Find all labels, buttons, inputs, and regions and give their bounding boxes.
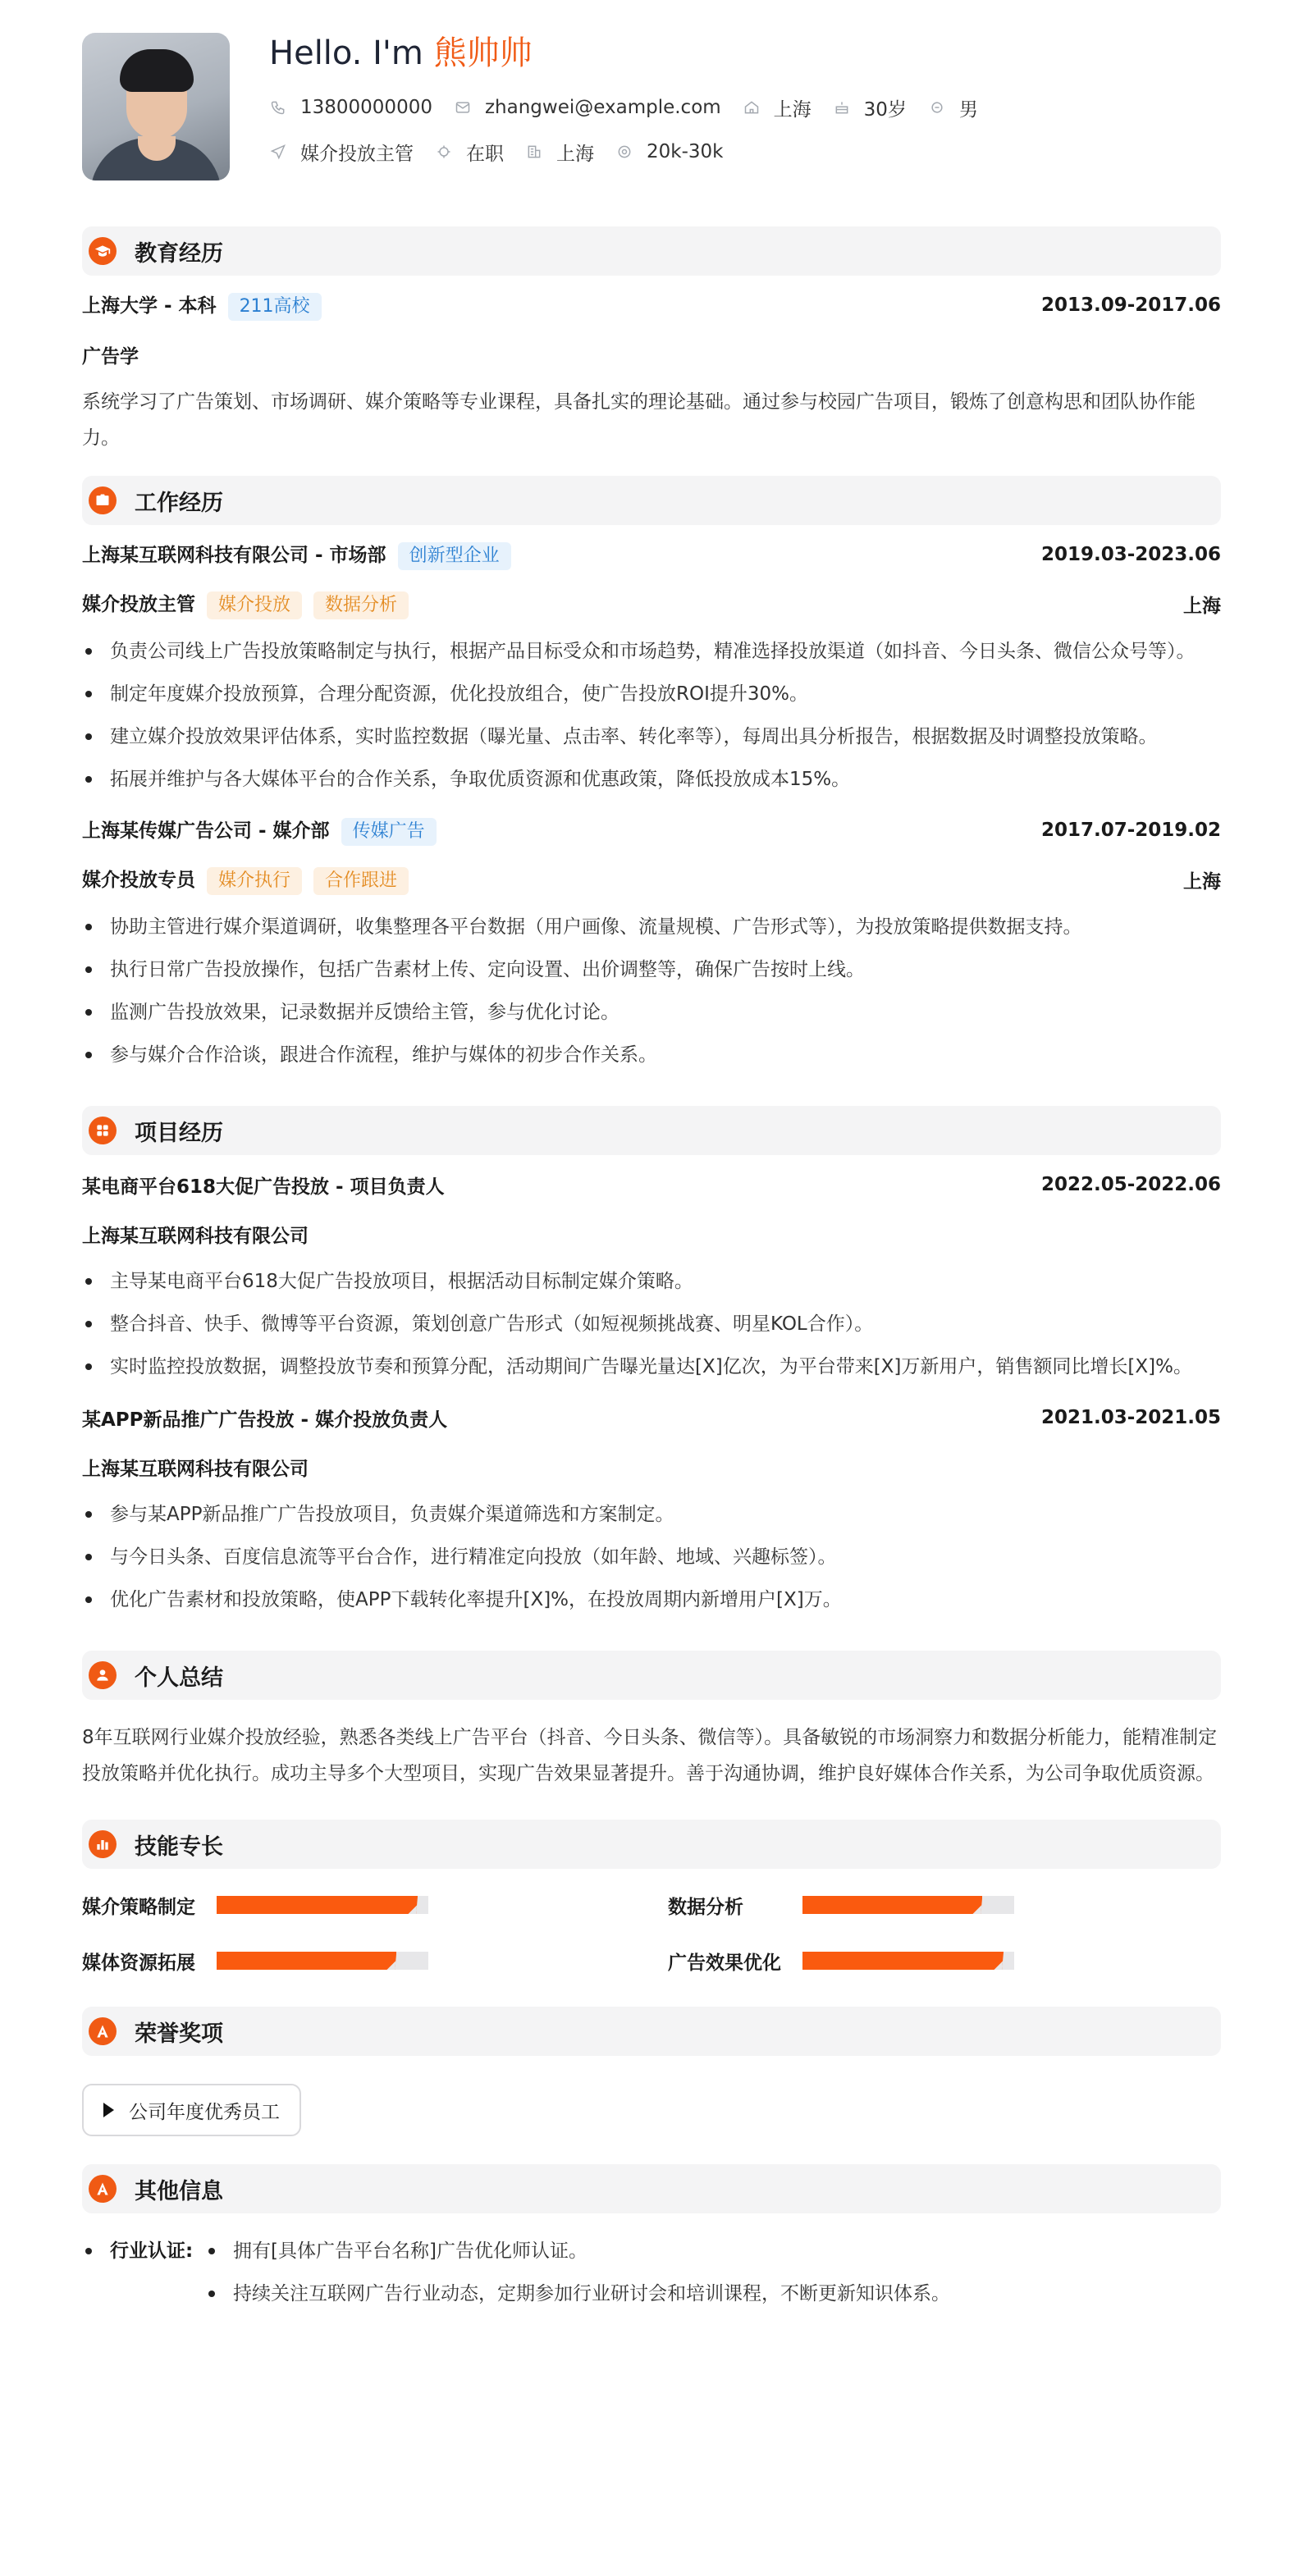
project-date: 2022.05-2022.06: [1040, 1174, 1221, 1195]
work-entry-1: [82, 530, 1221, 797]
status-icon: [435, 143, 453, 161]
location: 上海: [773, 98, 812, 121]
work-date: 2017.07-2019.02: [1040, 820, 1221, 841]
home-icon: [743, 98, 761, 116]
skill-bar-fill: [802, 1952, 1004, 1970]
project-date: 2021.03-2021.05: [1040, 1407, 1221, 1428]
other-items: [205, 2230, 950, 2315]
gender-icon: [928, 98, 946, 116]
work-duties: [82, 633, 1221, 797]
list-item: 监测广告投放效果，记录数据并反馈给主管，参与优化讨论。: [82, 994, 1221, 1030]
project-items: [82, 1263, 1221, 1385]
greeting-text: Hello. I'm: [269, 34, 434, 72]
project-title: 某电商平台618大促广告投放 - 项目负责人: [82, 1176, 445, 1198]
cake-icon: [833, 98, 851, 116]
company-name: 上海某互联网科技有限公司 - 市场部: [82, 544, 386, 566]
list-item: 主导某电商平台618大促广告投放项目，根据活动目标制定媒介策略。: [82, 1263, 1221, 1299]
company-tag: 创新型企业: [398, 542, 511, 570]
work-city: 上海: [1183, 595, 1221, 617]
list-item: 参与某APP新品推广广告投放项目，负责媒介渠道筛选和方案制定。: [82, 1496, 1221, 1532]
skill-tag: 媒介投放: [207, 591, 302, 619]
list-item: 拓展并维护与各大媒体平台的合作关系，争取优质资源和优惠政策，降低投放成本15%。: [82, 761, 1221, 797]
skill-tag: 媒介执行: [207, 867, 302, 895]
list-item: 优化广告素材和投放策略，使APP下载转化率提升[X]%，在投放周期内新增用户[X]万。: [82, 1582, 1221, 1618]
project-entry-2: [82, 1393, 1221, 1618]
list-item: 协助主管进行媒介渠道调研，收集整理各平台数据（用户画像、流量规模、广告形式等），为投放策略提供数据支持。: [82, 909, 1221, 945]
building-icon: [525, 143, 543, 161]
job-title: 媒介投放主管: [300, 143, 414, 165]
other-info: [82, 2230, 1221, 2315]
section-title: 荣誉奖项: [135, 2021, 223, 2047]
graduation-cap-icon: [89, 237, 117, 265]
list-item: 制定年度媒介投放预算，合理分配资源，优化投放组合，使广告投放ROI提升30%。: [82, 676, 1221, 712]
section-title: 其他信息: [135, 2178, 223, 2204]
education-description: 系统学习了广告策划、市场调研、媒介策略等专业课程，具备扎实的理论基础。通过参与校园广告项目，锻炼了创意构思和团队协作能力。: [82, 391, 1196, 449]
section-title: 项目经历: [135, 1120, 223, 1146]
salary: 20k-30k: [647, 141, 724, 162]
skill-bar: [802, 1896, 1014, 1914]
salary-icon: [615, 143, 633, 161]
target-city: 上海: [556, 143, 594, 165]
award-label: 公司年度优秀员工: [129, 2101, 280, 2123]
gender: 男: [958, 98, 978, 121]
section-title: 技能专长: [135, 1834, 223, 1860]
project-entry-1: [82, 1160, 1221, 1385]
greeting: [269, 33, 999, 85]
resume-header: [82, 33, 1221, 182]
award-icon: [89, 2017, 117, 2045]
project-company: 上海某互联网科技有限公司: [82, 1458, 309, 1480]
age: 30岁: [863, 98, 907, 121]
skill-name: 媒介策略制定: [82, 1896, 195, 1918]
skill-bar: [217, 1896, 428, 1914]
job-status: 在职: [466, 143, 504, 165]
work-city: 上海: [1183, 870, 1221, 893]
school-tag: 211高校: [228, 293, 322, 321]
skill-item: [668, 1943, 1221, 1979]
briefcase-icon: [89, 486, 117, 514]
list-item: 拥有[具体广告平台名称]广告优化师认证。: [205, 2230, 950, 2272]
work-date: 2019.03-2023.06: [1040, 544, 1221, 565]
list-item: 整合抖音、快手、微博等平台资源，策划创意广告形式（如短视频挑战赛、明星KOL合作）。: [82, 1306, 1221, 1342]
skill-name: 广告效果优化: [668, 1952, 781, 1974]
list-item: 参与媒介合作洽谈，跟进合作流程，维护与媒体的初步合作关系。: [82, 1037, 1221, 1073]
skill-bar-fill: [217, 1952, 396, 1970]
section-summary: [82, 1651, 1221, 1700]
section-work: [82, 476, 1221, 525]
phone[interactable]: 13800000000: [300, 97, 432, 118]
skill-bar: [217, 1952, 428, 1970]
skill-item: [82, 1887, 668, 1923]
school-name: 上海大学 - 本科: [82, 295, 217, 317]
section-title: 个人总结: [135, 1665, 223, 1691]
list-item: 负责公司线上广告投放策略制定与执行，根据产品目标受众和市场趋势，精准选择投放渠道（如抖音、今日头条、微信公众号等）。: [82, 633, 1221, 669]
contact-row: [269, 85, 999, 130]
section-projects: [82, 1106, 1221, 1155]
section-education: [82, 226, 1221, 276]
skill-bar-fill: [802, 1896, 982, 1914]
candidate-name: 熊帅帅: [433, 34, 533, 72]
email[interactable]: zhangwei@example.com: [484, 97, 721, 118]
phone-icon: [269, 98, 287, 116]
project-title: 某APP新品推广广告投放 - 媒介投放负责人: [82, 1409, 448, 1431]
award-icon: [89, 2175, 117, 2203]
grid-icon: [89, 1117, 117, 1144]
mail-icon: [454, 98, 472, 116]
skill-bar: [802, 1952, 1014, 1970]
position: 媒介投放主管: [82, 593, 195, 615]
skill-item: [668, 1887, 1221, 1923]
list-item: 与今日头条、百度信息流等平台合作，进行精准定向投放（如年龄、地域、兴趣标签）。: [82, 1539, 1221, 1575]
section-skills: [82, 1820, 1221, 1869]
play-icon: [103, 2103, 114, 2117]
list-item: 实时监控投放数据，调整投放节奏和预算分配，活动期间广告曝光量达[X]亿次，为平台带来[X]万新用户，销售额同比增长[X]%。: [82, 1349, 1221, 1385]
skill-name: 数据分析: [668, 1896, 743, 1918]
list-item: 建立媒介投放效果评估体系，实时监控数据（曝光量、点击率、转化率等），每周出具分析报告，根据数据及时调整投放策略。: [82, 719, 1221, 755]
company-name: 上海某传媒广告公司 - 媒介部: [82, 820, 330, 842]
skills-grid: [82, 1887, 1221, 1979]
project-company: 上海某互联网科技有限公司: [82, 1225, 309, 1247]
job-row: [269, 130, 999, 174]
position: 媒介投放专员: [82, 869, 195, 891]
section-other: [82, 2164, 1221, 2213]
work-entry-2: [82, 806, 1221, 1073]
list-item: 持续关注互联网广告行业动态，定期参加行业研讨会和培训课程，不断更新知识体系。: [205, 2272, 950, 2315]
skill-tag: 数据分析: [313, 591, 409, 619]
section-title: 工作经历: [135, 490, 223, 516]
project-items: [82, 1496, 1221, 1618]
list-item: 执行日常广告投放操作，包括广告素材上传、定向设置、出价调整等，确保广告按时上线。: [82, 952, 1221, 988]
company-tag: 传媒广告: [341, 818, 437, 846]
other-label: 行业认证:: [82, 2230, 205, 2315]
avatar: [82, 33, 230, 180]
major: 广告学: [82, 345, 139, 368]
send-icon: [269, 143, 287, 161]
section-title: 教育经历: [135, 240, 223, 267]
user-icon: [89, 1661, 117, 1689]
award-item[interactable]: [82, 2084, 301, 2136]
work-duties: [82, 909, 1221, 1073]
education-date: 2013.09-2017.06: [1040, 295, 1221, 316]
skill-name: 媒体资源拓展: [82, 1952, 195, 1974]
section-awards: [82, 2007, 1221, 2056]
skill-bar-fill: [217, 1896, 418, 1914]
summary-text: 8年互联网行业媒介投放经验，熟悉各类线上广告平台（抖音、今日头条、微信等）。具备敏锐的市场洞察力和数据分析能力，能精准制定投放策略并优化执行。成功主导多个大型项目，实现广告效果显著提升。善于沟通协调，维护良好媒体合作关系，为公司争取优质资源。: [82, 1727, 1218, 1784]
skill-tag: 合作跟进: [313, 867, 409, 895]
bar-chart-icon: [89, 1830, 117, 1858]
skill-item: [82, 1943, 668, 1979]
